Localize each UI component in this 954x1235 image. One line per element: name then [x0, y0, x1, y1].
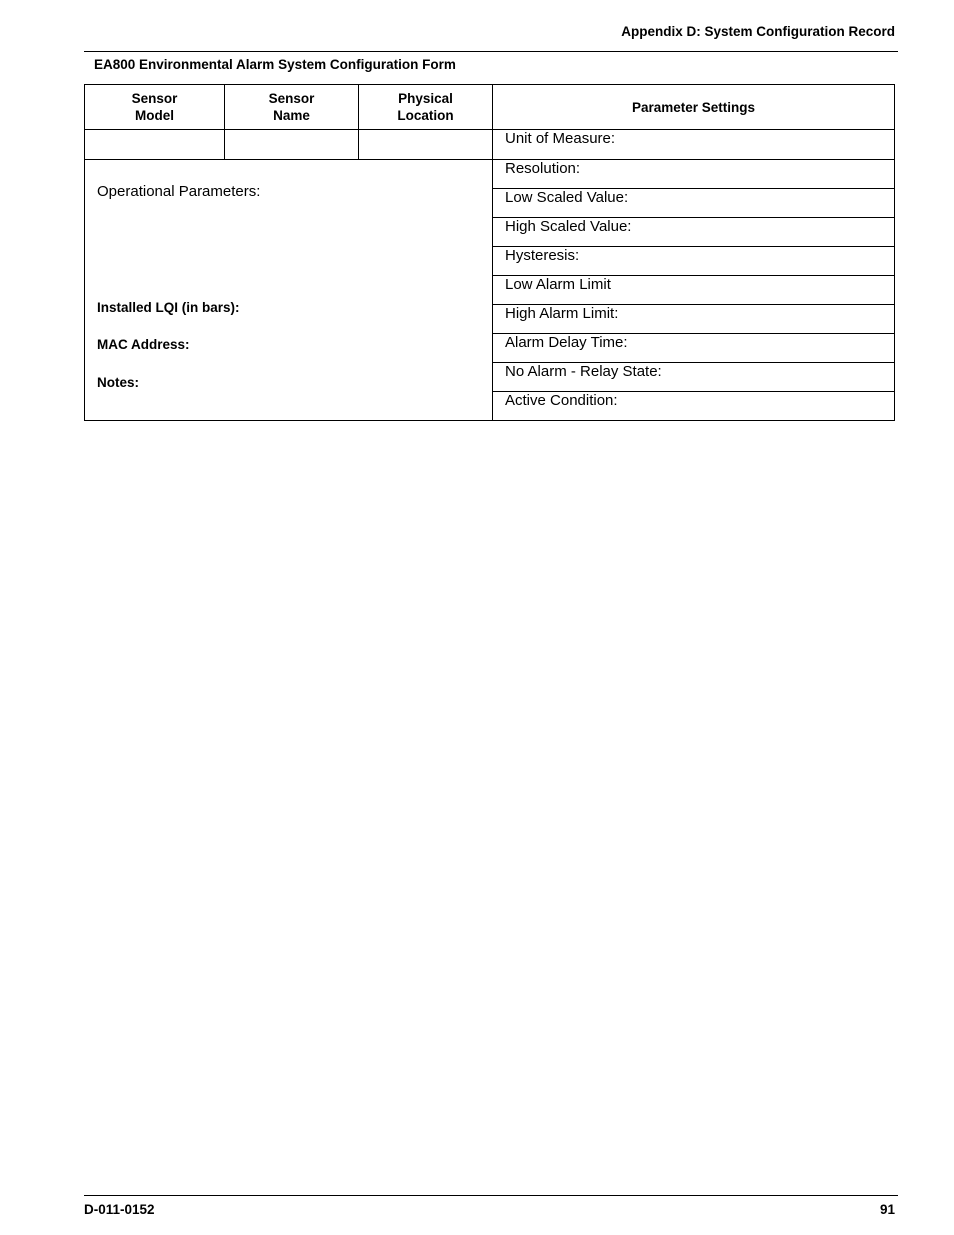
column-header-sensor-model: [85, 85, 225, 130]
document-number: D-011-0152: [84, 1202, 155, 1217]
param-resolution[interactable]: Resolution:: [493, 160, 895, 189]
table-row: [85, 160, 895, 189]
param-low-scaled-value[interactable]: Low Scaled Value:: [493, 189, 895, 218]
operational-parameters-label: Operational Parameters:: [97, 183, 261, 200]
form-title: EA800 Environmental Alarm System Configuration Form: [94, 57, 456, 72]
param-high-alarm-limit[interactable]: High Alarm Limit:: [493, 305, 895, 334]
param-no-alarm-relay-state[interactable]: No Alarm - Relay State:: [493, 363, 895, 392]
sensor-name-field[interactable]: [225, 130, 359, 160]
column-header-parameter-settings: Parameter Settings: [493, 85, 895, 130]
footer-divider: [84, 1195, 898, 1196]
column-header-line: Model: [135, 108, 174, 123]
table-row: [85, 130, 895, 160]
page-number: 91: [879, 1202, 895, 1217]
param-high-scaled-value[interactable]: High Scaled Value:: [493, 218, 895, 247]
notes-label: Notes:: [97, 375, 140, 390]
configuration-table: [84, 84, 895, 421]
column-header-sensor-name: [225, 85, 359, 130]
sensor-model-field[interactable]: [85, 130, 225, 160]
param-active-condition[interactable]: Active Condition:: [493, 392, 895, 421]
column-header-line: Sensor: [131, 91, 178, 106]
column-header-physical-location: [359, 85, 493, 130]
param-low-alarm-limit[interactable]: Low Alarm Limit: [493, 276, 895, 305]
page-header-title: Appendix D: System Configuration Record: [621, 24, 895, 39]
param-alarm-delay-time[interactable]: Alarm Delay Time:: [493, 334, 895, 363]
table-header-row: [85, 85, 895, 130]
column-header-line: Location: [397, 108, 454, 123]
column-header-line: Name: [273, 108, 310, 123]
column-header-line: Sensor: [268, 91, 315, 106]
header-divider: [84, 51, 898, 52]
operational-parameters-cell[interactable]: [85, 160, 493, 421]
installed-lqi-label: Installed LQI (in bars):: [97, 300, 240, 315]
param-unit-of-measure[interactable]: Unit of Measure:: [493, 130, 895, 160]
param-hysteresis[interactable]: Hysteresis:: [493, 247, 895, 276]
mac-address-label: MAC Address:: [97, 337, 190, 352]
column-header-line: Physical: [398, 91, 453, 106]
physical-location-field[interactable]: [359, 130, 493, 160]
